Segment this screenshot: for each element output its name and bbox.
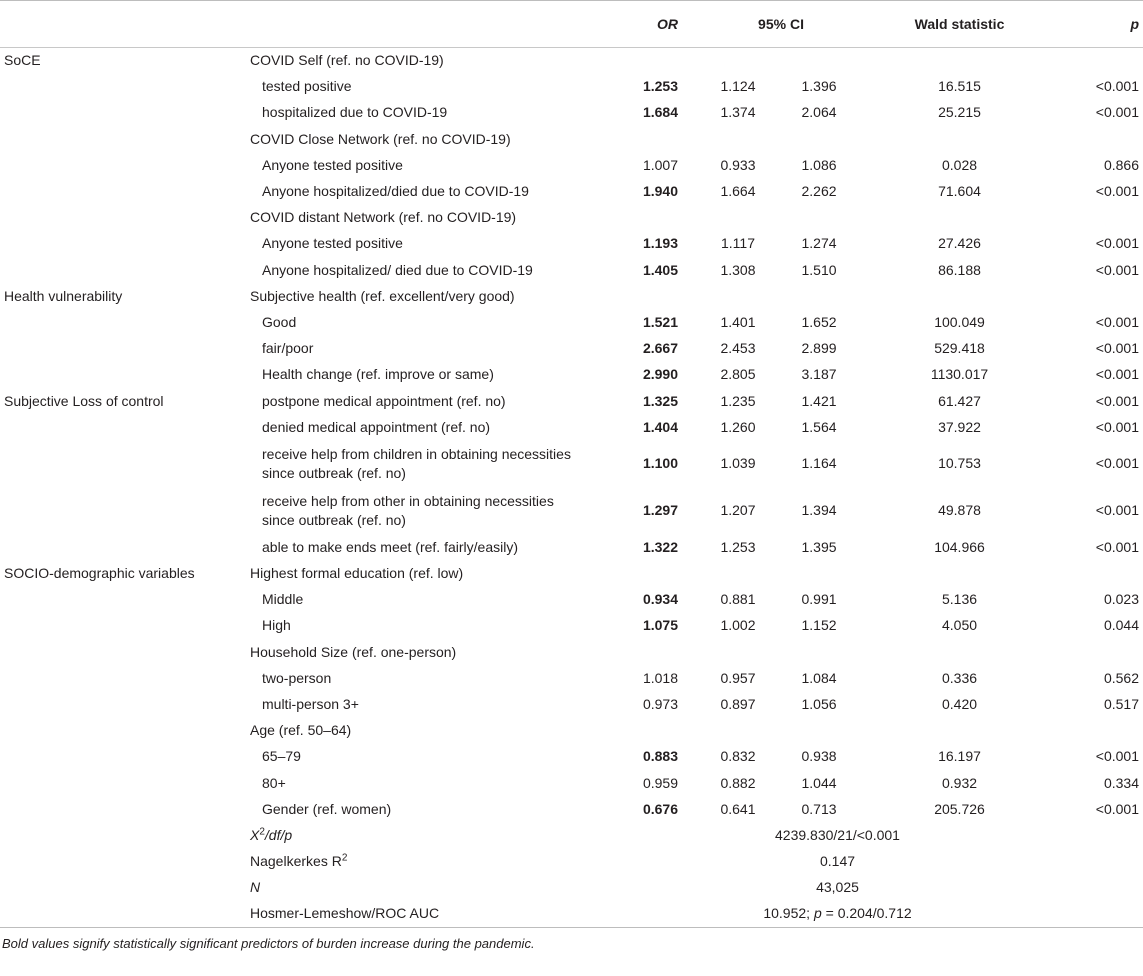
- table-row: [0, 561, 1143, 587]
- table-row: [0, 178, 1143, 204]
- row-group: SoCE: [4, 52, 41, 69]
- row-wald: 104.966: [934, 538, 985, 555]
- row-or: 1.193: [642, 235, 678, 252]
- table-row: [0, 613, 1143, 639]
- row-ci-lower: [692, 48, 776, 74]
- row-group: [0, 440, 246, 487]
- row-p: <0.001: [1095, 313, 1140, 330]
- row-ci-upper: 0.991: [801, 591, 837, 608]
- row-ci-lower: [692, 205, 776, 231]
- row-wald: 25.215: [938, 104, 981, 121]
- table-body: [0, 48, 1143, 823]
- row-p: [1037, 561, 1143, 587]
- row-or: 0.676: [642, 800, 678, 817]
- row-group: [0, 639, 246, 665]
- row-ci-lower: 1.124: [720, 78, 756, 95]
- row-p: [1037, 48, 1143, 74]
- row-ci-upper: [776, 561, 862, 587]
- row-ci-lower: [692, 718, 776, 744]
- row-ci-lower: 1.235: [720, 392, 756, 409]
- row-group: [0, 231, 246, 257]
- stat-row-chi: [0, 822, 1143, 848]
- row-p: <0.001: [1095, 748, 1140, 765]
- table-row: [0, 534, 1143, 560]
- row-group: [0, 796, 246, 822]
- row-p: [1037, 718, 1143, 744]
- row-wald: 27.426: [938, 235, 981, 252]
- row-wald: 49.878: [938, 502, 981, 519]
- table-row: [0, 205, 1143, 231]
- row-group: [0, 534, 246, 560]
- row-variable: Middle: [262, 591, 304, 608]
- table-row: [0, 744, 1143, 770]
- row-group: [0, 587, 246, 613]
- row-ci-lower: [692, 561, 776, 587]
- row-ci-upper: [776, 639, 862, 665]
- row-variable: receive help from children in obtaining necessities since outbreak (ref. no): [262, 445, 571, 481]
- row-p: <0.001: [1095, 183, 1140, 200]
- row-ci-upper: 1.152: [801, 617, 837, 634]
- table-row: [0, 587, 1143, 613]
- row-p: 0.866: [1103, 156, 1140, 173]
- row-or: 1.684: [642, 104, 678, 121]
- row-variable: multi-person 3+: [262, 696, 359, 713]
- row-variable: tested positive: [262, 78, 352, 95]
- table-row: [0, 126, 1143, 152]
- row-or: 1.100: [642, 455, 678, 472]
- row-or: 1.325: [642, 392, 678, 409]
- row-group: [0, 178, 246, 204]
- row-variable: Anyone hospitalized/ died due to COVID-19: [262, 261, 533, 278]
- row-ci-lower: 1.039: [720, 455, 756, 472]
- row-variable: COVID distant Network (ref. no COVID-19): [250, 209, 517, 226]
- row-group: [0, 613, 246, 639]
- row-ci-lower: [692, 283, 776, 309]
- chi-label: $X^2/df/p$: [250, 826, 293, 843]
- row-ci-upper: 1.394: [801, 502, 837, 519]
- row-variable: COVID Self (ref. no COVID-19): [250, 52, 444, 69]
- row-p: [1037, 639, 1143, 665]
- table-row: [0, 414, 1143, 440]
- row-wald: 529.418: [934, 340, 985, 357]
- row-or: 0.973: [642, 696, 678, 713]
- row-ci-upper: 1.056: [801, 696, 837, 713]
- row-wald: 0.336: [941, 669, 978, 686]
- table-row: [0, 440, 1143, 487]
- table-row: [0, 487, 1143, 534]
- row-wald: 16.515: [938, 78, 981, 95]
- row-wald: 0.028: [941, 156, 978, 173]
- row-ci-lower: 0.882: [720, 774, 756, 791]
- row-or: [598, 48, 692, 74]
- table-row: [0, 74, 1143, 100]
- row-ci-lower: [692, 126, 776, 152]
- row-variable: two-person: [262, 669, 332, 686]
- row-or: [598, 283, 692, 309]
- header-ci: 95% CI: [758, 16, 804, 32]
- n-value: 43,025: [816, 879, 859, 896]
- row-variable: 65–79: [262, 748, 301, 765]
- row-p: 0.044: [1103, 617, 1140, 634]
- row-or: [598, 639, 692, 665]
- header-variable: [246, 1, 598, 48]
- row-p: <0.001: [1095, 418, 1140, 435]
- row-ci-lower: 0.832: [720, 748, 756, 765]
- row-p: <0.001: [1095, 800, 1140, 817]
- row-ci-lower: 1.308: [720, 261, 756, 278]
- row-ci-upper: [776, 48, 862, 74]
- row-ci-lower: 1.260: [720, 418, 756, 435]
- row-ci-lower: 1.207: [720, 502, 756, 519]
- table-footnote: Bold values signify statistically significant predictors of burden increase during the pandemic.: [2, 935, 535, 951]
- row-ci-lower: 0.881: [720, 591, 756, 608]
- row-ci-lower: [692, 639, 776, 665]
- row-variable: Gender (ref. women): [262, 800, 392, 817]
- row-group: [0, 74, 246, 100]
- row-ci-upper: 2.064: [801, 104, 837, 121]
- row-or: 2.667: [642, 340, 678, 357]
- hosmer-value: 10.952; p = 0.204/0.712: [763, 905, 912, 922]
- row-wald: 5.136: [941, 591, 978, 608]
- row-wald: 0.932: [941, 774, 978, 791]
- row-ci-upper: 1.510: [801, 261, 837, 278]
- row-p: 0.334: [1103, 774, 1140, 791]
- row-variable: Subjective health (ref. excellent/very good): [250, 287, 515, 304]
- row-group: [0, 362, 246, 388]
- chi-value: 4239.830/21/<0.001: [775, 826, 900, 843]
- table-row: [0, 336, 1143, 362]
- row-wald: [862, 205, 1037, 231]
- row-p: <0.001: [1095, 366, 1140, 383]
- row-variable: Anyone tested positive: [262, 156, 403, 173]
- row-group: [0, 691, 246, 717]
- row-wald: 86.188: [938, 261, 981, 278]
- row-ci-upper: 2.262: [801, 183, 837, 200]
- row-p: 0.517: [1103, 696, 1140, 713]
- row-group: [0, 414, 246, 440]
- header-p: p: [1130, 16, 1140, 32]
- row-variable: Highest formal education (ref. low): [250, 565, 464, 582]
- row-ci-upper: 1.395: [801, 538, 837, 555]
- row-wald: [862, 639, 1037, 665]
- row-wald: [862, 126, 1037, 152]
- row-group: [0, 744, 246, 770]
- row-ci-upper: 1.084: [801, 669, 837, 686]
- table-row: [0, 665, 1143, 691]
- header-wald: Wald statistic: [914, 16, 1005, 32]
- row-or: 1.322: [642, 538, 678, 555]
- row-variable: postpone medical appointment (ref. no): [262, 392, 506, 409]
- row-wald: [862, 283, 1037, 309]
- table-row: [0, 48, 1143, 74]
- header-or: OR: [657, 16, 678, 32]
- row-variable: Age (ref. 50–64): [250, 722, 352, 739]
- row-group: [0, 665, 246, 691]
- row-p: <0.001: [1095, 261, 1140, 278]
- row-wald: 205.726: [934, 800, 985, 817]
- table-row: [0, 796, 1143, 822]
- row-ci-lower: 0.897: [720, 696, 756, 713]
- row-ci-upper: 0.938: [801, 748, 837, 765]
- row-wald: 100.049: [934, 313, 985, 330]
- row-or: 0.883: [642, 748, 678, 765]
- table-row: [0, 257, 1143, 283]
- model-stats: [0, 822, 1143, 927]
- table-row: [0, 639, 1143, 665]
- row-ci-lower: 1.664: [720, 183, 756, 200]
- row-p: <0.001: [1095, 538, 1140, 555]
- header-row: [0, 1, 1143, 48]
- row-or: [598, 561, 692, 587]
- row-variable: Household Size (ref. one-person): [250, 643, 457, 660]
- row-wald: 4.050: [941, 617, 978, 634]
- table-row: [0, 231, 1143, 257]
- row-or: 1.075: [642, 617, 678, 634]
- row-or: 1.018: [642, 669, 678, 686]
- row-ci-lower: 0.641: [720, 800, 756, 817]
- row-wald: 37.922: [938, 418, 981, 435]
- row-ci-upper: 1.164: [801, 455, 837, 472]
- row-variable: denied medical appointment (ref. no): [262, 418, 491, 435]
- row-wald: 71.604: [938, 183, 981, 200]
- stat-row-hosmer: [0, 901, 1143, 927]
- row-or: 1.940: [642, 183, 678, 200]
- row-wald: [862, 48, 1037, 74]
- row-group: SOCIO-demographic variables: [4, 565, 195, 582]
- row-group: [0, 100, 246, 126]
- row-variable: receive help from other in obtaining necessities since outbreak (ref. no): [262, 492, 554, 528]
- row-ci-upper: [776, 718, 862, 744]
- n-label: N: [250, 879, 261, 896]
- row-ci-upper: 1.652: [801, 313, 837, 330]
- row-ci-upper: 1.086: [801, 156, 837, 173]
- row-or: [598, 718, 692, 744]
- row-variable: High: [262, 617, 291, 634]
- row-variable: fair/poor: [262, 340, 314, 357]
- row-p: [1037, 126, 1143, 152]
- hosmer-label: Hosmer-Lemeshow/ROC AUC: [250, 905, 440, 922]
- row-group: [0, 336, 246, 362]
- table-row: [0, 388, 1143, 414]
- row-ci-lower: 0.933: [720, 156, 756, 173]
- row-or: 1.297: [642, 502, 678, 519]
- row-or: 1.521: [642, 313, 678, 330]
- row-ci-upper: 0.713: [801, 800, 837, 817]
- row-ci-lower: 1.002: [720, 617, 756, 634]
- row-ci-upper: [776, 126, 862, 152]
- row-variable: Anyone tested positive: [262, 235, 403, 252]
- row-or: 0.959: [642, 774, 678, 791]
- row-ci-lower: 2.805: [720, 366, 756, 383]
- row-ci-upper: 2.899: [801, 340, 837, 357]
- row-ci-lower: 1.374: [720, 104, 756, 121]
- row-ci-lower: 1.401: [720, 313, 756, 330]
- nagelkerke-value: 0.147: [819, 853, 856, 870]
- row-variable: hospitalized due to COVID-19: [262, 104, 448, 121]
- row-p: 0.023: [1103, 591, 1140, 608]
- table-row: [0, 718, 1143, 744]
- row-group: [0, 770, 246, 796]
- row-wald: 0.420: [941, 696, 978, 713]
- nagelkerke-label: Nagelkerkes $R^2$: [250, 852, 348, 870]
- row-p: <0.001: [1095, 392, 1140, 409]
- table-row: [0, 152, 1143, 178]
- row-or: 1.007: [642, 156, 678, 173]
- row-or: [598, 205, 692, 231]
- row-group: [0, 152, 246, 178]
- row-ci-upper: 3.187: [801, 366, 837, 383]
- row-ci-lower: 2.453: [720, 340, 756, 357]
- row-p: <0.001: [1095, 104, 1140, 121]
- header-group: [0, 1, 246, 48]
- row-wald: 16.197: [938, 748, 981, 765]
- row-wald: [862, 718, 1037, 744]
- row-ci-upper: 1.396: [801, 78, 837, 95]
- row-group: [0, 205, 246, 231]
- row-or: 0.934: [642, 591, 678, 608]
- table-header: [0, 1, 1143, 48]
- row-p: <0.001: [1095, 502, 1140, 519]
- row-variable: COVID Close Network (ref. no COVID-19): [250, 130, 511, 147]
- row-or: [598, 126, 692, 152]
- row-variable: 80+: [262, 774, 286, 791]
- row-ci-upper: 1.044: [801, 774, 837, 791]
- row-ci-lower: 0.957: [720, 669, 756, 686]
- row-variable: Good: [262, 313, 297, 330]
- row-or: 1.405: [642, 261, 678, 278]
- table-row: [0, 283, 1143, 309]
- row-wald: 10.753: [938, 455, 981, 472]
- row-p: <0.001: [1095, 455, 1140, 472]
- row-p: [1037, 205, 1143, 231]
- row-group: [0, 257, 246, 283]
- row-p: <0.001: [1095, 78, 1140, 95]
- row-group: Health vulnerability: [4, 287, 123, 304]
- row-group: [0, 487, 246, 534]
- row-or: 1.253: [642, 78, 678, 95]
- row-wald: 61.427: [938, 392, 981, 409]
- row-ci-upper: 1.274: [801, 235, 837, 252]
- row-p: <0.001: [1095, 235, 1140, 252]
- row-wald: [862, 561, 1037, 587]
- table-row: [0, 309, 1143, 335]
- stat-row-n: [0, 875, 1143, 901]
- row-group: [0, 309, 246, 335]
- stat-row-nagelkerke: [0, 849, 1143, 875]
- table-row: [0, 362, 1143, 388]
- row-variable: able to make ends meet (ref. fairly/easily): [262, 538, 518, 555]
- row-p: [1037, 283, 1143, 309]
- row-ci-upper: [776, 283, 862, 309]
- row-wald: 1130.017: [930, 366, 989, 383]
- row-ci-upper: 1.564: [801, 418, 837, 435]
- row-p: 0.562: [1103, 669, 1140, 686]
- row-ci-upper: 1.421: [801, 392, 837, 409]
- row-variable: Health change (ref. improve or same): [262, 366, 494, 383]
- row-p: <0.001: [1095, 340, 1140, 357]
- row-ci-upper: [776, 205, 862, 231]
- row-group: [0, 718, 246, 744]
- row-or: 2.990: [642, 366, 678, 383]
- row-group: Subjective Loss of control: [4, 392, 164, 409]
- row-ci-lower: 1.253: [720, 538, 756, 555]
- row-or: 1.404: [642, 418, 678, 435]
- row-variable: Anyone hospitalized/died due to COVID-19: [262, 183, 529, 200]
- row-group: [0, 126, 246, 152]
- row-ci-lower: 1.117: [721, 235, 755, 252]
- table-row: [0, 691, 1143, 717]
- table-row: [0, 100, 1143, 126]
- table-row: [0, 770, 1143, 796]
